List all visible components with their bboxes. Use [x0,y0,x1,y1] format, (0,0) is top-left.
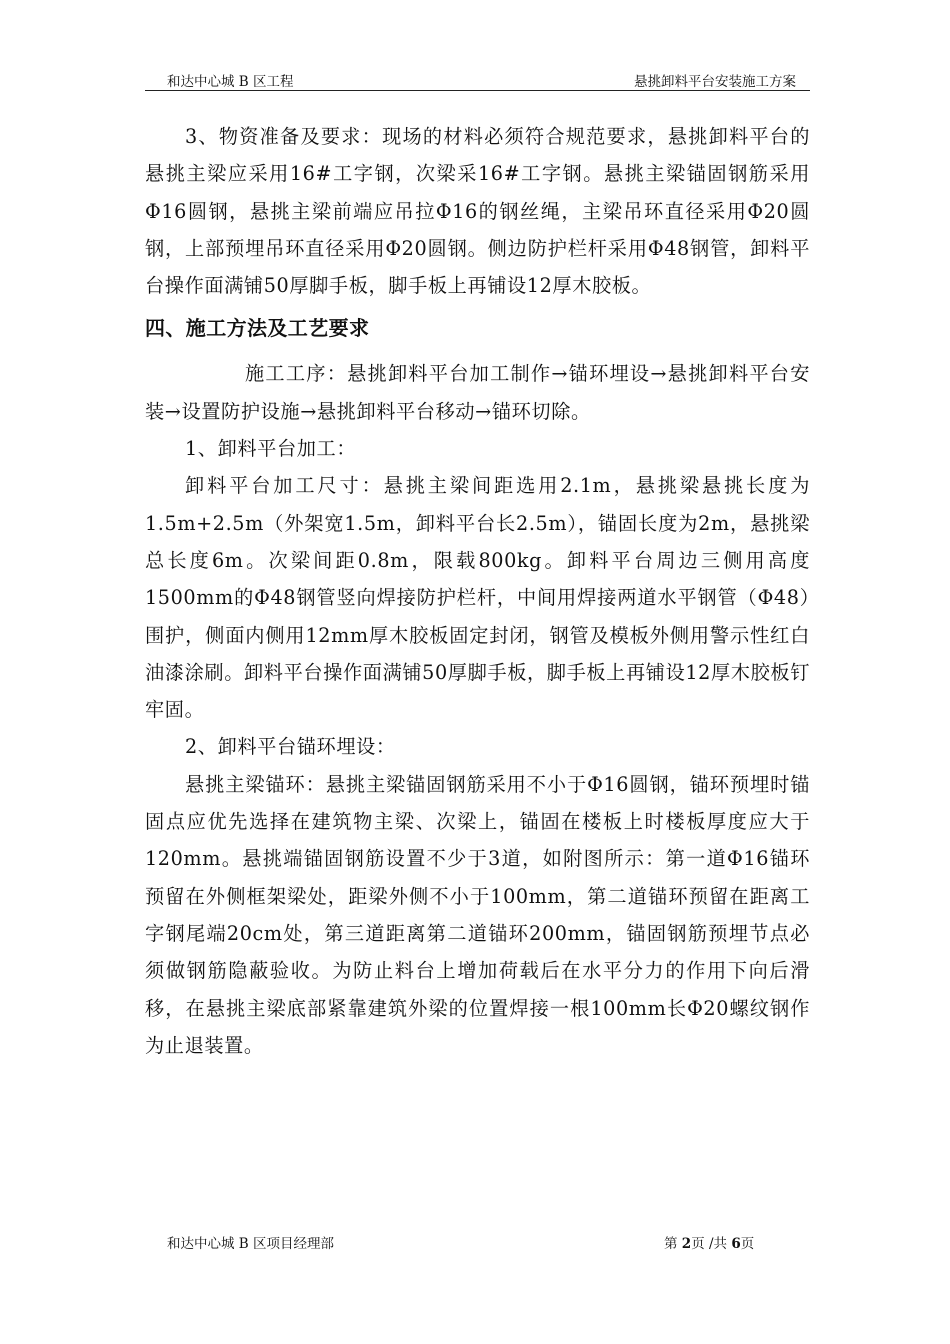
subheading-anchor-embedding: 2、卸料平台锚环埋设： [185,735,396,759]
paragraph-material-requirements: 3、物资准备及要求：现场的材料必须符合规范要求，悬挑卸料平台的悬挑主梁应采用16#工字钢，次梁采16#工字钢。悬挑主梁锚固钢筋采用Φ16圆钢，悬挑主梁前端应吊拉Φ16的钢丝绳，主梁吊环直径采用Φ20圆钢，上部预埋吊环直径采用Φ20圆钢。侧边防护栏杆采用Φ48钢管，卸料平台操作面满铺50厚脚手板，脚手板上再铺设12厚木胶板。 [145,125,810,298]
document-body [145,118,810,1064]
header-document-title: 悬挑卸料平台安装施工方案 [634,74,796,90]
page-number [664,1232,754,1252]
subheading-platform-fabrication: 1、卸料平台加工： [185,437,357,461]
footer-department: 和达中心城 B 区项目经理部 [167,1236,335,1252]
page-total: 6 [731,1236,741,1252]
page-prefix: 第 [664,1236,682,1252]
page-suffix: 页 [740,1236,755,1252]
paragraph-construction-sequence: 施工工序：悬挑卸料平台加工制作→锚环埋设→悬挑卸料平台安装→设置防护设施→悬挑卸料平台移动→锚环切除。 [145,362,810,423]
paragraph-anchor-embedding: 悬挑主梁锚环：悬挑主梁锚固钢筋采用不小于Φ16圆钢，锚环预埋时锚固点应优先选择在建筑物主梁、次梁上，锚固在楼板上时楼板厚度应大于120mm。悬挑端锚固钢筋设置不少于3道，如附图所示：第一道Φ16锚环预留在外侧框架梁处，距梁外侧不小于100mm，第二道锚环预留在距离工字钢尾端20cm处，第三道距离第二道锚环200mm，锚固钢筋预埋节点必须做钢筋隐蔽验收。为防止料台上增加荷载后在水平分力的作用下向后滑移，在悬挑主梁底部紧靠建筑外梁的位置焊接一根100mm长Φ20螺纹钢作为止退装置。 [145,772,810,1057]
paragraph-platform-fabrication: 卸料平台加工尺寸：悬挑主梁间距选用2.1m，悬挑梁悬挑长度为1.5m+2.5m（外架宽1.5m，卸料平台长2.5m），锚固长度为2m，悬挑梁总长度6m。次梁间距0.8m，限载800kg。卸料平台周边三侧用高度1500mm的Φ48钢管竖向焊接防护栏杆，中间用焊接两道水平钢管（Φ48）围护，侧面内侧用12mm厚木胶板固定封闭，钢管及模板外侧用警示性红白油漆涂刷。卸料平台操作面满铺50厚脚手板，脚手板上再铺设12厚木胶板钉牢固。 [145,474,810,722]
section-heading: 四、施工方法及工艺要求 [145,316,370,341]
header-project-name: 和达中心城 B 区工程 [167,74,294,90]
page-mid: 页 /共 [691,1236,732,1252]
page-current: 2 [681,1236,692,1252]
page-header [145,68,810,91]
